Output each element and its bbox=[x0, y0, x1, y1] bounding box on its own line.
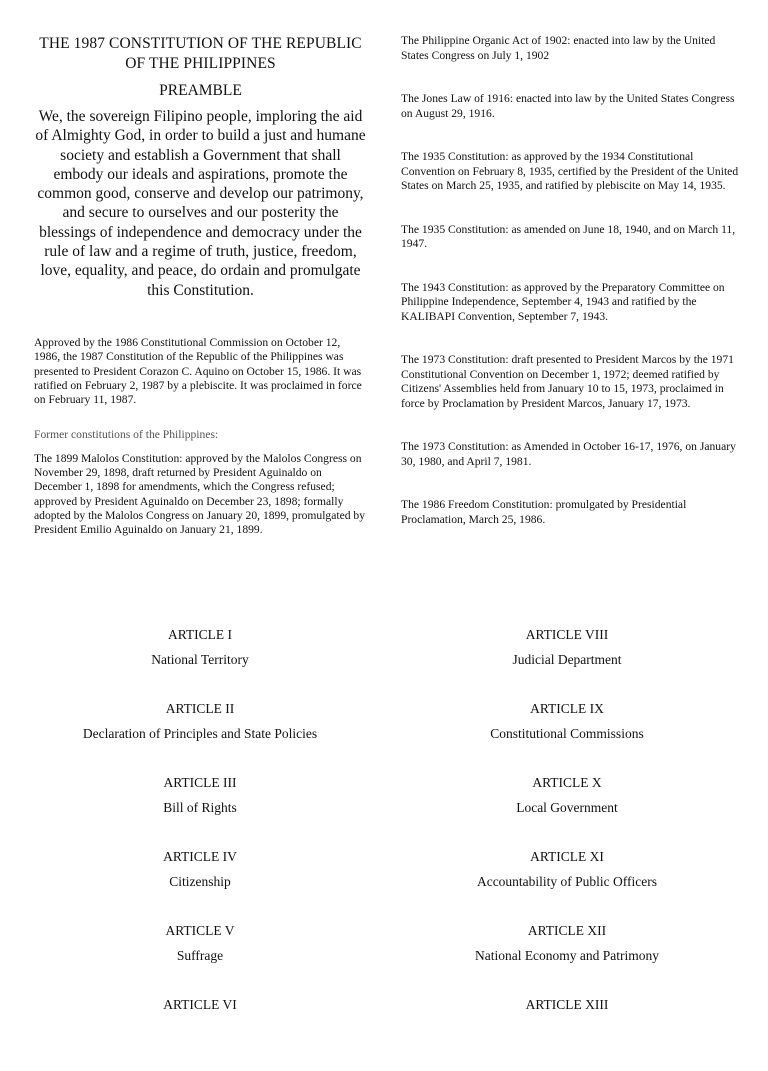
history-item-1943: The 1943 Constitution: as approved by the Preparatory Committee on Philippine Independence, September 4, 1943 and ratified by the KALIBAPI Convention, September 7, 1943. bbox=[401, 280, 725, 323]
history-item-1973-draft: The 1973 Constitution: draft presented to President Marcos by the 1971 Constitutional Convention on December 1, 1972; deemed ratified by Citizens' Assemblies held from January 10 to 15, 1973, proclaimed in force by Proclamation by President Marcos, January 17, 1973. bbox=[401, 353, 734, 410]
article-number: ARTICLE IX bbox=[530, 701, 604, 716]
toc-row bbox=[0, 997, 768, 1071]
right-column bbox=[401, 34, 741, 556]
toc-entry-article-ii[interactable] bbox=[50, 701, 350, 742]
toc-row bbox=[0, 923, 768, 997]
history-item-1935-approved: The 1935 Constitution: as approved by the 1934 Constitutional Convention on February 8, 1935, certified by the President of the United States on March 25, 1935, and ratified by plebiscite on May 14, 1935. bbox=[401, 150, 739, 192]
toc-entry-article-vi[interactable] bbox=[50, 997, 350, 1013]
history-item-1935-amended: The 1935 Constitution: as amended on June 18, 1940, and on March 11, 1947. bbox=[401, 222, 736, 250]
article-name: Local Government bbox=[516, 800, 618, 815]
left-column bbox=[34, 34, 367, 538]
toc-entry-article-x[interactable] bbox=[417, 775, 717, 816]
toc-entry-article-xii[interactable] bbox=[417, 923, 717, 964]
toc-row bbox=[0, 627, 768, 701]
history-item-1973-amended: The 1973 Constitution: as Amended in October 16-17, 1976, on January 30, 1980, and April 7, 1981. bbox=[401, 440, 736, 468]
table-of-contents bbox=[0, 627, 768, 1071]
toc-entry-article-xiii[interactable] bbox=[417, 997, 717, 1013]
article-name: Declaration of Principles and State Policies bbox=[82, 726, 318, 741]
article-name: National Economy and Patrimony bbox=[474, 948, 660, 963]
history-item-organic-act: The Philippine Organic Act of 1902: enacted into law by the United States Congress on July 1, 1902 bbox=[401, 34, 716, 62]
document-title: THE 1987 CONSTITUTION OF THE REPUBLIC OF THE PHILIPPINES bbox=[39, 35, 362, 72]
preamble-heading: PREAMBLE bbox=[159, 82, 242, 99]
article-number: ARTICLE II bbox=[165, 701, 235, 716]
article-number: ARTICLE III bbox=[163, 775, 237, 790]
article-name: Bill of Rights bbox=[163, 800, 237, 815]
article-name: National Territory bbox=[151, 652, 249, 667]
article-name: Judicial Department bbox=[512, 652, 622, 667]
article-number: ARTICLE XII bbox=[527, 923, 607, 938]
toc-entry-article-i[interactable] bbox=[50, 627, 350, 668]
malolos-constitution-note: The 1899 Malolos Constitution: approved by the Malolos Congress on November 29, 1898, draft returned by President Aguinaldo on December 1, 1898 for amendments, which the Congress refused; approved by President Aguinaldo on December 23, 1898; formally adopted by the Malolos Congress on January 20, 1899, promulgated by President Emilio Aguinaldo on January 21, 1899. bbox=[34, 451, 366, 537]
article-number: ARTICLE IV bbox=[163, 849, 237, 864]
toc-row bbox=[0, 775, 768, 849]
toc-entry-article-iv[interactable] bbox=[50, 849, 350, 890]
approval-note: Approved by the 1986 Constitutional Commission on October 12, 1986, the 1987 Constitution of the Republic of the Philippines was presented to President Corazon C. Aquino on October 15, 1986. It was ratified on February 2, 1987 by a plebiscite. It was proclaimed in force on February 11, 1987. bbox=[34, 335, 362, 407]
toc-entry-article-v[interactable] bbox=[50, 923, 350, 964]
toc-row bbox=[0, 701, 768, 775]
article-number: ARTICLE VI bbox=[163, 997, 237, 1012]
article-number: ARTICLE X bbox=[532, 775, 602, 790]
former-constitutions-label: Former constitutions of the Philippines: bbox=[34, 428, 219, 442]
article-name: Accountability of Public Officers bbox=[476, 874, 658, 889]
toc-entry-article-xi[interactable] bbox=[417, 849, 717, 890]
article-number: ARTICLE XI bbox=[530, 849, 604, 864]
article-name: Citizenship bbox=[169, 874, 231, 889]
history-item-1986-freedom: The 1986 Freedom Constitution: promulgated by Presidential Proclamation, March 25, 1986. bbox=[401, 498, 687, 526]
article-number: ARTICLE XIII bbox=[525, 997, 609, 1012]
article-number: ARTICLE I bbox=[167, 627, 233, 642]
article-name: Constitutional Commissions bbox=[490, 726, 644, 741]
article-number: ARTICLE V bbox=[165, 923, 235, 938]
article-number: ARTICLE VIII bbox=[525, 627, 609, 642]
toc-entry-article-iii[interactable] bbox=[50, 775, 350, 816]
toc-row bbox=[0, 849, 768, 923]
article-name: Suffrage bbox=[176, 948, 224, 963]
history-item-jones-law: The Jones Law of 1916: enacted into law by the United States Congress on August 29, 1916. bbox=[401, 92, 735, 120]
toc-entry-article-ix[interactable] bbox=[417, 701, 717, 742]
toc-entry-article-viii[interactable] bbox=[417, 627, 717, 668]
preamble-text: We, the sovereign Filipino people, imploring the aid of Almighty God, in order to build a just and humane society and establish a Government that shall embody our ideals and aspirations, promote the common good, conserve and develop our patrimony, and secure to ourselves and our posterity the blessings of independence and democracy under the rule of law and a regime of truth, justice, freedom, love, equality, and peace, do ordain and promulgate this Constitution. bbox=[35, 108, 366, 299]
